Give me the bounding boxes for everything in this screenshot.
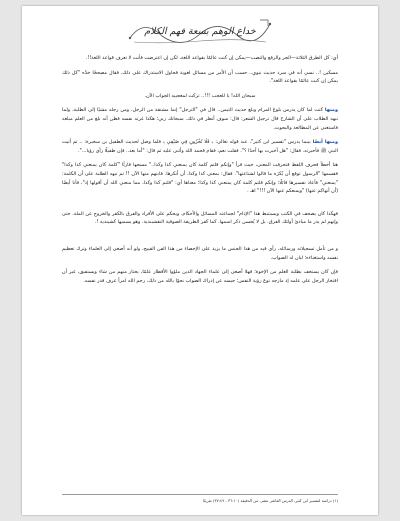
- article-body: [62, 54, 338, 291]
- paragraph: [62, 69, 338, 86]
- paragraph-text: و من تأمل تسجيلاته ورسائله، رأى فيه من هذا الجنس ما يزيد على الإحصاء من هذا الفن القبيح، ولو أنه أصغى إلى العلماء وترك تعظيم نفسه واستغناءه؛ لبان له الصواب.: [62, 245, 338, 261]
- paragraph-text: أي: كل الطرق الثلاثة—الجر والرفع والنصب—يمكن إن كنت عالمًا بقواعد اللغة، لكن إن اعترضت فأنت لا تعرف قواعد اللغة!!.: [85, 55, 338, 61]
- footnote-text: (١) دراسة لتفسير ابن كثير، الدرس العاشر عشر، من الدقيقة (٣٦:١٠ - ٣٧:٤٩) تقريبًا: [203, 498, 338, 503]
- page-header: [22, 14, 378, 48]
- paragraph: [62, 92, 338, 101]
- paragraph: [62, 106, 338, 132]
- paragraph-text: هنا أخطأ فحرف اللفظ فتحرفت المعنى، حيث قرأ "وإنكم قلتم كلمة كان يمنعني كذا وكذا.." مسحها قارئًا "كلمة كان يمنعني كذا وكذا" فقسمها "الرسول توقع أن يُكرَه ما قالوا لشناعتها". فقال: بمعنى كذا وكذا، أن أنكرها. فابتهم منها الآن !! ثم نبهه الطلبة على أن الكلمة: "يمنعني" فأعاد تفسيرها قائلًا: وإنكم قلتم كلمة كان يمنعني كذا وكذا؛ معناها أي: "قلتم كذا وكذا، مما منعني الله أن أقولها إذ"، فأنا أيضًا (أن أنهاكم عنها) "ويمنعكم عنها الآن !!!" اهـ .: [62, 162, 338, 195]
- paragraph: [62, 268, 338, 285]
- paragraph-text: بينما يدرس "تفسير ابن كثير"، عند قوله تعالى: ﴿ فَلَا تُخْزُونِ فِي ضَيْفِي ﴾ فلما وصل لحديث الطفيل بن سخبرة: .. ثم أتيت النبي ﷺ فأخبرته. فقال: "هل أخبرت بها أحدًا ؟". فقلت نعم، فقام فحمد الله وأثنى عليه ثم قال: "أما بعد.. فإن طفيلًا رأى رؤيا...".: [62, 139, 338, 154]
- paragraph-lead: ومنها أيضًا: [312, 139, 338, 146]
- document-page: [22, 6, 378, 515]
- paragraph-text: سبحان الله! يا للعجب !!!.. تركت لمعجبيه الجواب الآن.: [144, 92, 256, 99]
- paragraph-text: مسكين !.. نسي أنه في سرد حديث نبوي.. حسب أن الأمر من مسائل لغوية فحاول الاستدراك على ذلك، فقال مصححًا خدّه "كل ذلك يمكن إن كنت عالمًا بقواعد اللغة".: [62, 69, 338, 85]
- paragraph: [62, 161, 338, 195]
- paragraph-text: كنت لما كان يدرس بلوغ المرام وبلغ حديث التيمن.. قال في "الترجل" إنما مشتقة من الرجل، ومن رجله مشيًا إلى الطلبة، ولما نبهه الطلاب على أن الشارح قال ترجيل الشعر: قال: سوف أنظر في ذلك. سبحانك ربي؛ هكذا غرته نفسه فظن أنه بلغ من العلم مبلغه فاستغنى عن المطالعة والبحوث.: [62, 107, 338, 131]
- paragraph: [62, 54, 338, 63]
- paragraph-text: فإن كان يستخف بطلبة العلم من الإخوة؛ فهلا أصغى إلى علماء الجهاد الذين ملؤوا الأقطار علمًا، يختار منهم من شاء ويستفيق، غير أن افتخار الرجل على علمه إذ مازجه نوع رؤية النفس؛ حبسه عن إدراك الصواب نحوًا بالله من ذلك، رحم الله امرأ عرف قدر نفسه.: [62, 269, 338, 284]
- paragraph: [62, 210, 338, 227]
- paragraph: [62, 138, 338, 155]
- paragraph-text: فهكذا كان يصحف في الكتب ويستنبط هذا "الإدام" لجماعته المسائل والأحكام. ويحكم على الأفراد والفرق بالكفر والخروج عن الملة. حتى وإنهم لم يدر ما مبادئ أولئك الفرق. بل لا يُحسن ذكر اسمها. كما كفر الطريقة الصوفية النقشبندية. وهو يسميها كشيندية !.: [62, 210, 338, 226]
- paragraph-lead: ومنها: [324, 107, 339, 114]
- paragraph: [62, 245, 338, 262]
- header-title: خداع الوهم بسعة فهم الكلام: [144, 25, 256, 37]
- footnote: [62, 494, 338, 503]
